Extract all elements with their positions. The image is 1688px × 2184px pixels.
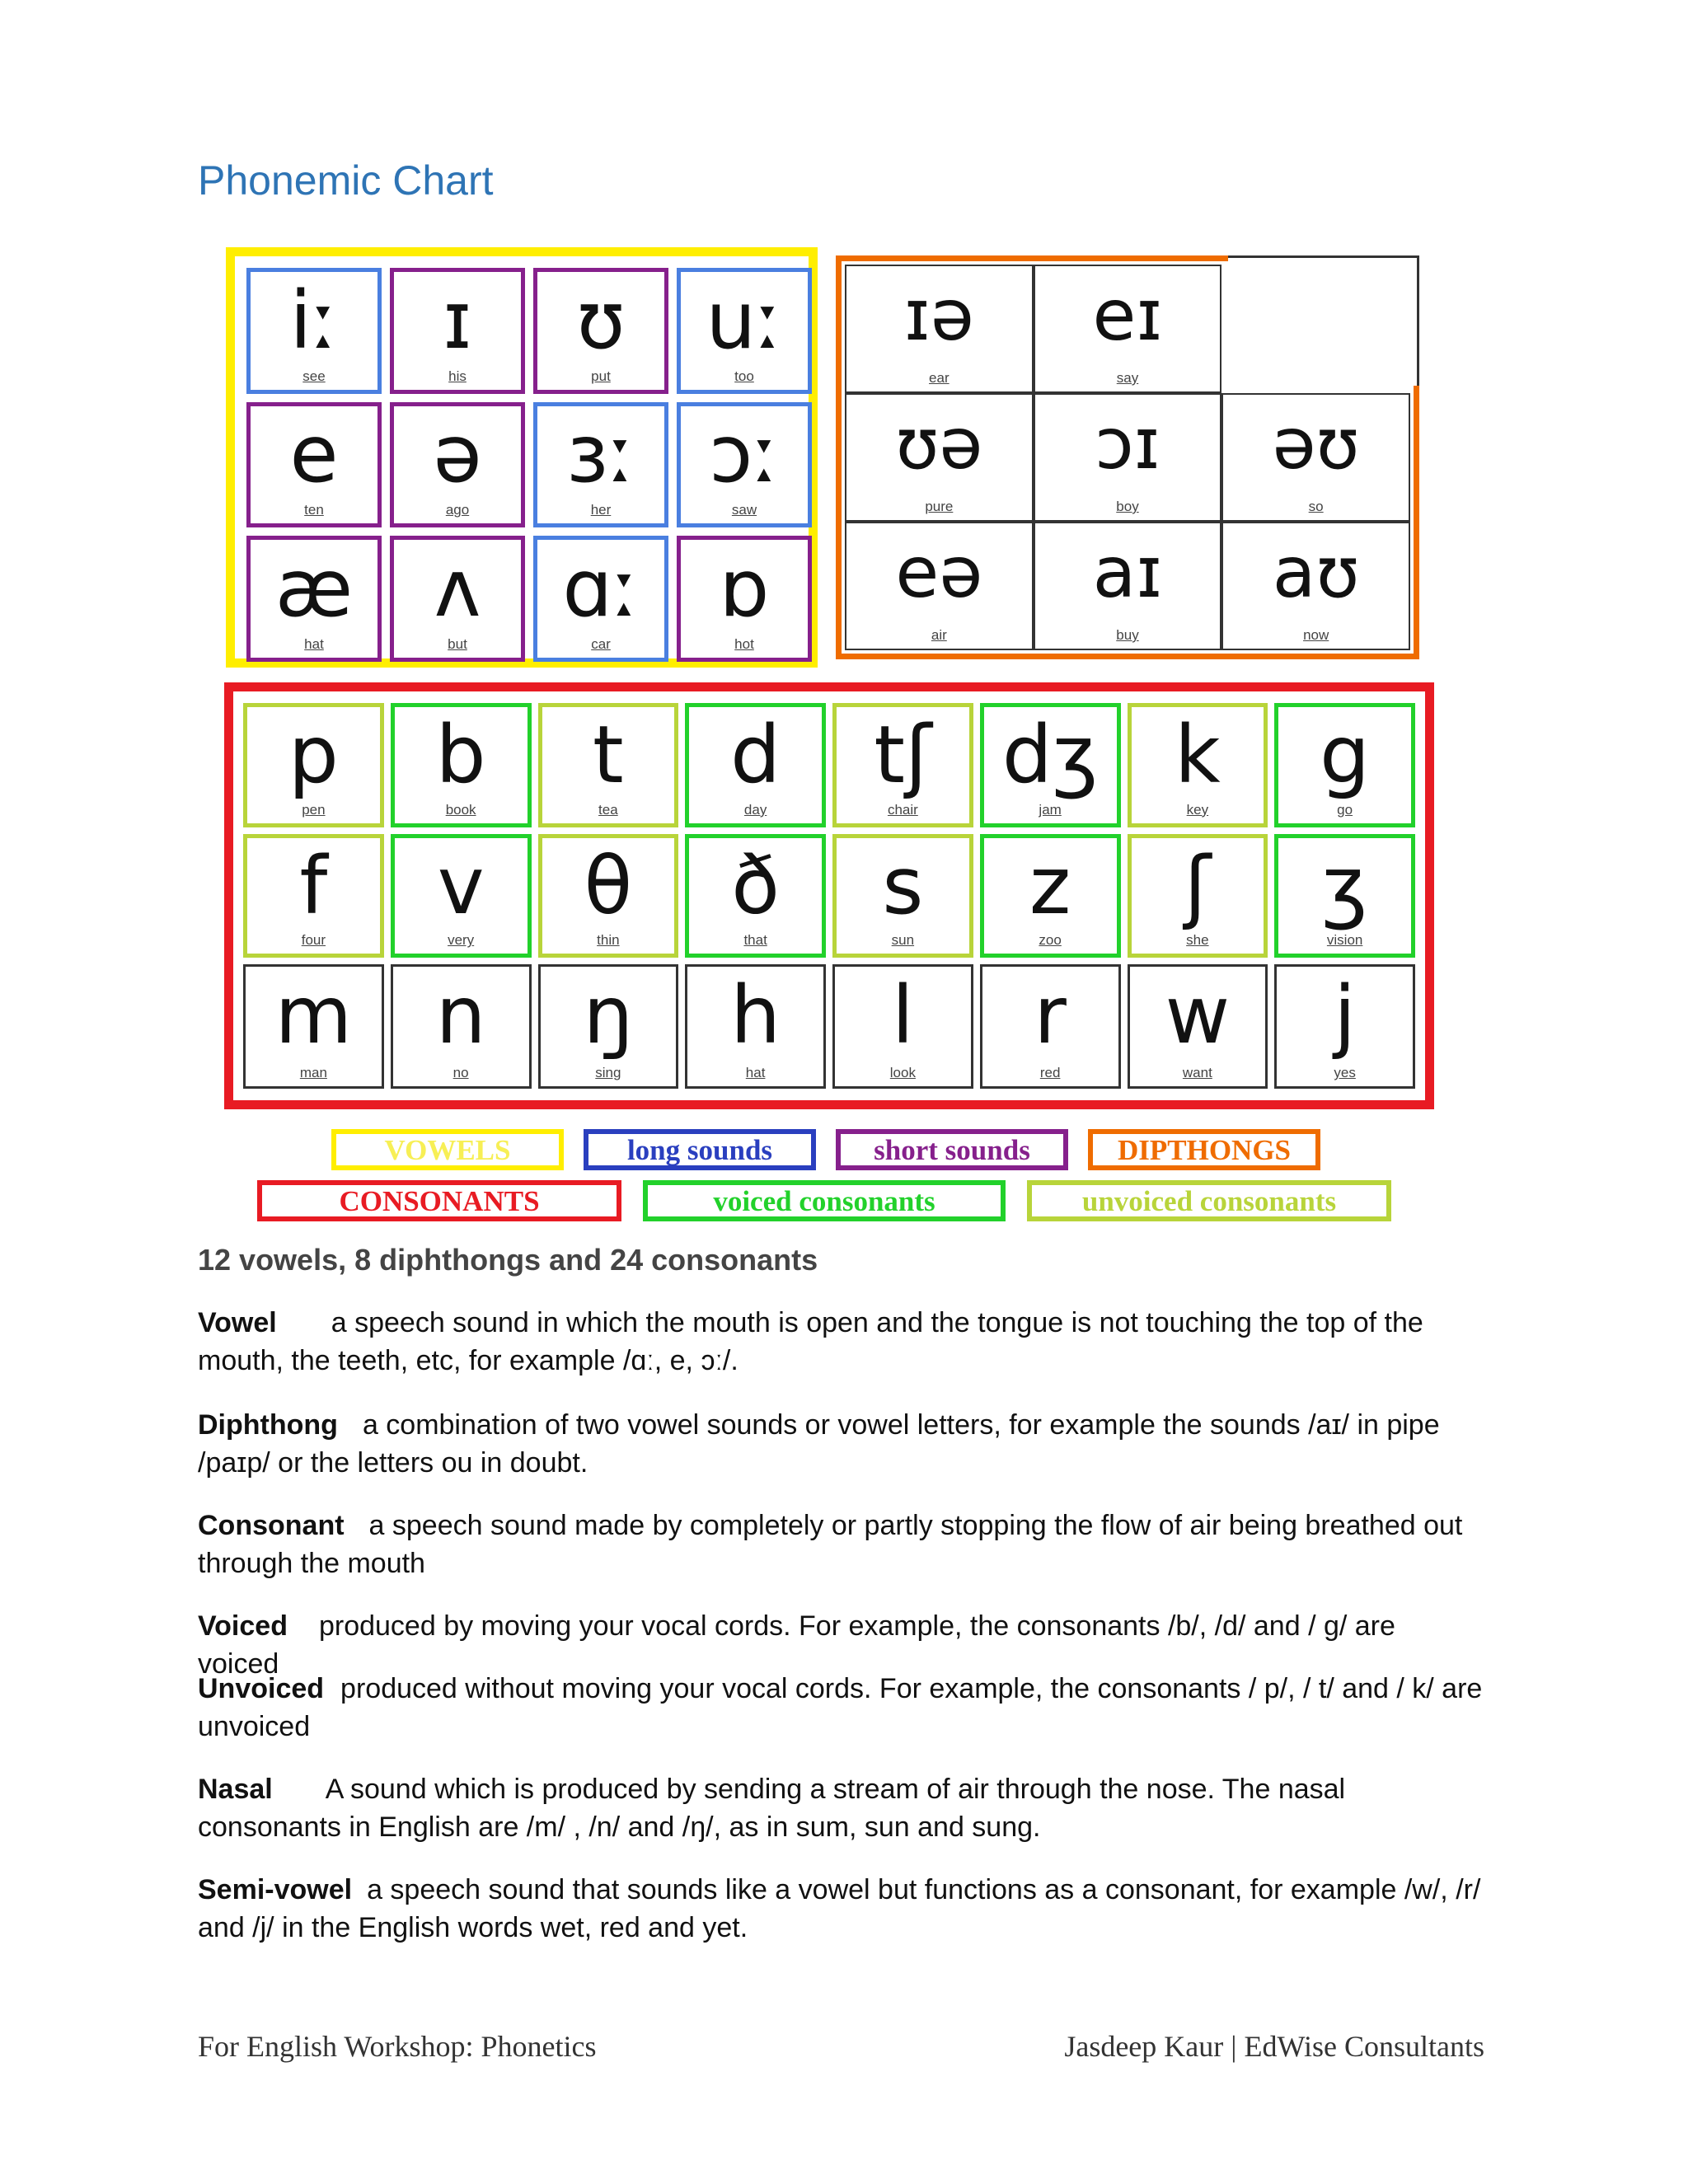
diphthongs-example-word: boy (1116, 499, 1139, 514)
vowels-cell (390, 536, 525, 662)
consonants-example-word: zoo (1039, 932, 1062, 949)
diphthongs-symbol: eə (895, 532, 983, 615)
consonants-cell (538, 964, 679, 1089)
vowels-symbol: iː (289, 274, 339, 367)
consonants-symbol: ʃ (1184, 840, 1211, 933)
consonants-cell (1128, 964, 1268, 1089)
definition-unvoiced-text: produced without moving your vocal cords. For example, the consonants / p/, / t/ and / k/ are unvoiced (198, 1673, 1483, 1742)
legend-unvoiced-consonants: unvoiced consonants (1027, 1180, 1391, 1221)
consonants-cell (243, 834, 384, 958)
diphthongs-cell (1034, 393, 1222, 522)
consonants-cell (685, 703, 826, 827)
consonants-symbol: p (288, 709, 339, 802)
consonants-symbol: l (892, 969, 914, 1062)
vowels-example-word: car (591, 636, 611, 652)
definition-consonant (198, 1507, 1484, 1582)
legend-consonants: CONSONANTS (257, 1180, 621, 1221)
consonants-example-word: hat (745, 1065, 766, 1080)
consonants-symbol: f (299, 840, 328, 933)
vowels-cell (390, 268, 525, 394)
consonants-cell (243, 964, 384, 1089)
vowels-example-word: but (448, 636, 467, 652)
consonants-example-word: day (743, 801, 767, 818)
consonants-symbol: dʒ (1001, 709, 1099, 802)
vowels-cell (390, 402, 525, 528)
definition-nasal (198, 1770, 1484, 1846)
consonants-example-word: very (448, 932, 475, 949)
diphthongs-cell (1034, 265, 1222, 393)
diphthongs-empty-corner (1228, 255, 1419, 386)
consonants-symbol: ŋ (583, 969, 634, 1062)
consonants-symbol: g (1320, 709, 1371, 802)
page-title: Phonemic Chart (198, 157, 494, 204)
vowels-symbol: ɜː (566, 408, 635, 501)
consonants-symbol: j (1334, 969, 1356, 1062)
consonants-symbol: ð (731, 840, 780, 933)
vowels-example-word: ago (445, 502, 470, 518)
consonants-example-word: sing (595, 1065, 621, 1080)
consonants-cell (1274, 834, 1415, 958)
consonants-symbol: v (437, 840, 485, 933)
consonants-symbol: t (593, 709, 624, 802)
vowels-symbol: ɪ (443, 274, 472, 367)
vowels-symbol: ʌ (434, 541, 481, 635)
vowels-example-word: her (590, 502, 612, 518)
consonants-cell (391, 703, 532, 827)
vowels-symbol: uː (706, 274, 783, 367)
vowels-example-word: hot (734, 636, 754, 652)
consonants-section (224, 682, 1434, 1109)
consonants-symbol: w (1165, 969, 1231, 1062)
consonants-example-word: that (743, 932, 767, 949)
diphthongs-example-word: air (931, 627, 947, 643)
diphthongs-symbol: ɔɪ (1095, 403, 1160, 486)
vowels-cell (246, 402, 382, 528)
term-diphthong: Diphthong (198, 1409, 338, 1441)
term-vowel: Vowel (198, 1307, 277, 1338)
definition-diphthong (198, 1406, 1484, 1482)
consonants-cell (538, 834, 679, 958)
vowels-cell (677, 536, 812, 662)
term-semi-vowel: Semi-vowel (198, 1874, 353, 1905)
diphthongs-example-word: buy (1116, 627, 1139, 643)
definition-semi-vowel-text: a speech sound that sounds like a vowel but functions as a consonant, for example /w/, /r/ and /j/ in the English words wet, red and yet. (198, 1874, 1481, 1943)
diphthongs-example-word: now (1303, 627, 1329, 643)
vowels-example-word: his (448, 368, 467, 384)
definition-vowel-text: a speech sound in which the mouth is open and the tongue is not touching the top of the mouth, the teeth, etc, for example /ɑː, e, ɔː/. (198, 1307, 1423, 1376)
consonants-example-word: key (1186, 801, 1209, 818)
diphthongs-symbol: ʊə (895, 403, 983, 486)
diphthongs-section (836, 255, 1419, 659)
phonemic-chart (224, 246, 1442, 1233)
legend-voiced-consonants: voiced consonants (643, 1180, 1006, 1221)
vowels-symbol: e (289, 408, 339, 501)
vowels-symbol: ʊ (576, 274, 626, 367)
consonants-symbol: b (435, 709, 486, 802)
consonants-cell (685, 834, 826, 958)
diphthongs-symbol: aʊ (1272, 532, 1360, 615)
vowels-example-word: too (734, 368, 754, 384)
consonants-example-word: go (1337, 801, 1353, 818)
consonants-symbol: s (882, 840, 924, 933)
diphthongs-example-word: pure (925, 499, 954, 514)
consonants-example-word: thin (597, 932, 620, 949)
definition-nasal-text: A sound which is produced by sending a stream of air through the nose. The nasal consonants in English are /m/ , /n/ and /ŋ/, as in sum, sun and sung. (198, 1774, 1346, 1843)
consonants-symbol: tʃ (874, 709, 932, 802)
definition-diphthong-text: a combination of two vowel sounds or vowel letters, for example the sounds /aɪ/ in pipe /paɪp/ or the letters ou in doubt. (198, 1409, 1440, 1479)
vowels-symbol: æ (274, 541, 354, 635)
consonants-symbol: m (274, 969, 353, 1062)
consonants-symbol: ʒ (1321, 840, 1368, 933)
consonants-example-word: want (1182, 1065, 1212, 1080)
vowels-cell (533, 536, 668, 662)
vowels-example-word: put (591, 368, 611, 384)
legend-vowels: VOWELS (331, 1129, 564, 1170)
consonants-cell (980, 703, 1121, 827)
consonants-cell (685, 964, 826, 1089)
vowels-section (226, 247, 818, 668)
consonants-example-word: chair (887, 801, 918, 818)
vowels-cell (533, 402, 668, 528)
consonants-example-word: four (301, 932, 326, 949)
consonants-symbol: h (730, 969, 781, 1062)
consonants-cell (243, 703, 384, 827)
diphthongs-cell (1221, 393, 1410, 522)
diphthongs-cell (845, 265, 1034, 393)
diphthongs-cell (845, 522, 1034, 650)
diphthongs-cell (1221, 522, 1410, 650)
consonants-cell (1128, 703, 1268, 827)
definition-voiced-text: produced by moving your vocal cords. For example, the consonants /b/, /d/ and / g/ are voiced (198, 1610, 1395, 1680)
consonants-symbol: θ (584, 840, 633, 933)
consonants-cell (1274, 703, 1415, 827)
vowels-grid (246, 268, 812, 662)
definition-vowel (198, 1304, 1484, 1380)
consonants-example-word: man (299, 1065, 327, 1080)
diphthongs-symbol: aɪ (1092, 532, 1163, 615)
consonants-example-word: look (889, 1065, 916, 1080)
vowels-cell (677, 268, 812, 394)
consonants-cell (832, 964, 973, 1089)
consonants-example-word: pen (302, 801, 326, 818)
consonants-symbol: n (435, 969, 486, 1062)
consonants-cell (1128, 834, 1268, 958)
legend-long-sounds: long sounds (584, 1129, 816, 1170)
vowels-cell (246, 536, 382, 662)
vowels-cell (533, 268, 668, 394)
consonants-example-word: book (445, 801, 476, 818)
consonants-cell (832, 834, 973, 958)
vowels-symbol: ɔː (709, 408, 780, 501)
diphthongs-cell (845, 393, 1034, 522)
consonants-example-word: tea (598, 801, 618, 818)
consonants-cell (391, 964, 532, 1089)
consonants-cell (1274, 964, 1415, 1089)
consonants-example-word: vision (1326, 932, 1363, 949)
term-consonant: Consonant (198, 1510, 345, 1541)
consonants-grid (243, 703, 1415, 1089)
definition-consonant-text: a speech sound made by completely or partly stopping the flow of air being breathed out through the mouth (198, 1510, 1463, 1579)
vowels-example-word: ten (304, 502, 324, 518)
consonants-example-word: jam (1039, 801, 1062, 818)
term-unvoiced: Unvoiced (198, 1673, 325, 1704)
definition-unvoiced (198, 1670, 1484, 1746)
legend-diphthongs: DIPTHONGS (1088, 1129, 1320, 1170)
footer-left: For English Workshop: Phonetics (198, 2030, 597, 2063)
consonants-example-word: she (1186, 932, 1209, 949)
footer-right: Jasdeep Kaur | EdWise Consultants (1064, 2030, 1484, 2063)
consonants-symbol: r (1034, 969, 1067, 1062)
consonants-symbol: z (1029, 840, 1071, 933)
vowels-example-word: hat (304, 636, 324, 652)
diphthongs-example-word: say (1116, 370, 1139, 386)
vowels-example-word: saw (731, 502, 757, 518)
term-nasal: Nasal (198, 1774, 273, 1805)
consonants-example-word: yes (1334, 1065, 1356, 1080)
consonants-cell (980, 964, 1121, 1089)
legend-short-sounds: short sounds (836, 1129, 1068, 1170)
consonants-symbol: k (1175, 709, 1221, 802)
vowels-symbol: ɒ (719, 541, 770, 635)
consonants-example-word: red (1039, 1065, 1061, 1080)
consonants-example-word: sun (891, 932, 915, 949)
consonants-cell (391, 834, 532, 958)
vowels-example-word: see (302, 368, 326, 384)
diphthongs-symbol: eɪ (1092, 274, 1163, 358)
diphthongs-cell (1034, 522, 1222, 650)
consonants-cell (538, 703, 679, 827)
diphthongs-symbol: ɪə (903, 274, 974, 358)
consonants-symbol: d (730, 709, 781, 802)
consonants-example-word: no (452, 1065, 469, 1080)
diphthongs-example-word: ear (929, 370, 950, 386)
vowels-symbol: ɑː (562, 541, 640, 635)
term-voiced: Voiced (198, 1610, 288, 1642)
diphthongs-example-word: so (1308, 499, 1324, 514)
vowels-cell (246, 268, 382, 394)
consonants-cell (832, 703, 973, 827)
consonants-cell (980, 834, 1121, 958)
diphthongs-symbol: əʊ (1272, 403, 1360, 486)
vowels-symbol: ə (433, 408, 482, 501)
vowels-cell (677, 402, 812, 528)
subheading: 12 vowels, 8 diphthongs and 24 consonants (198, 1243, 818, 1277)
definition-semi-vowel (198, 1871, 1484, 1947)
